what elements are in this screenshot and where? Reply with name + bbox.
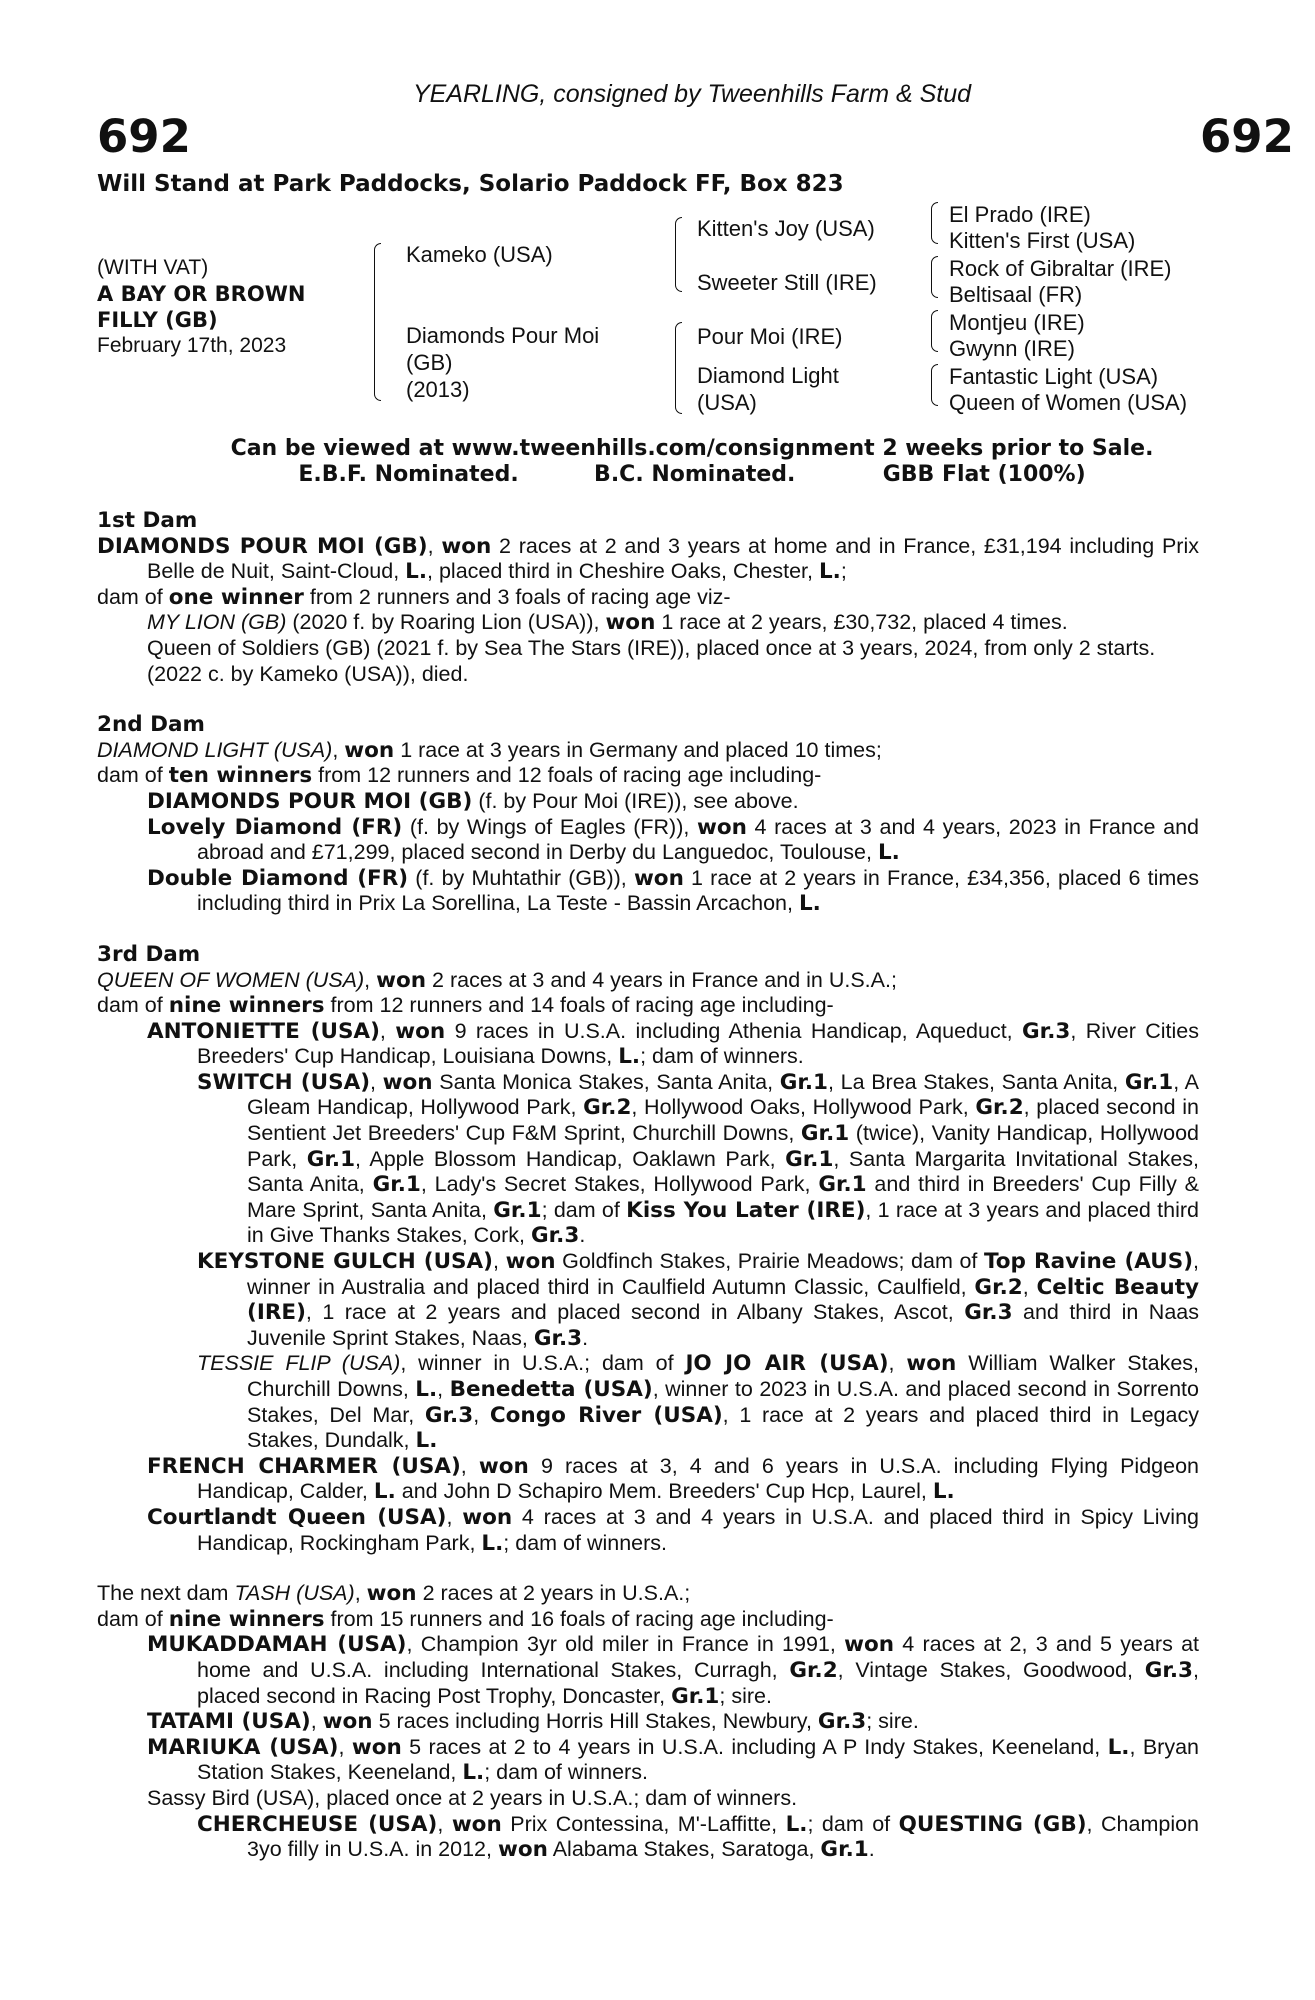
dam3-line-3: SWITCH (USA), won Santa Monica Stakes, Santa Anita, Gr.1, La Brea Stakes, Santa Anita, Gr.1, A Gleam Handicap, Hollywood Park, Gr.2, Hollywood Oaks, Hollywood Park, Gr.2, placed second in Sentient Jet Breeders' Cup F&M Sprint, Churchill Downs, Gr.1 (twice), Vanity Handicap, Hollywood Park, Gr.1, Apple Blossom Handicap, Oaklawn Park, Gr.1, Santa Margarita Invitational Stakes, Santa Anita, Gr.1, Lady's Secret Stakes, Hollywood Park, Gr.1 and third in Breeders' Cup Filly & Mare Sprint, Santa Anita, Gr.1; dam of Kiss You Later (IRE), 1 race at 3 years and placed third in Give Thanks Stakes, Cork, Gr.3.	[197, 1069, 1200, 1249]
next-dam-line-6: CHERCHEUSE (USA), won Prix Contessina, M'-Laffitte, L.; dam of QUESTING (GB), Champion 3yo filly in U.S.A. in 2012, won Alabama Stakes, Saratoga, Gr.1.	[197, 1811, 1200, 1863]
produce-record	[97, 508, 1199, 1863]
lot-number-right: 692	[1200, 110, 1294, 163]
pedigree-dam-sire: Pour Moi (IRE)	[697, 324, 843, 349]
pedigree-dsd: Gwynn (IRE)	[949, 336, 1075, 361]
pedigree-dam-l3: (2013)	[406, 377, 470, 402]
dam3-line-1: dam of nine winners from 12 runners and 14 foals of racing age including-	[97, 993, 834, 1019]
horse-name-line2: FILLY (GB)	[97, 308, 218, 332]
dam3-line-5: TESSIE FLIP (USA), winner in U.S.A.; dam of JO JO AIR (USA), won William Walker Stakes, Churchill Downs, L., Benedetta (USA), winner to 2023 in U.S.A. and placed second in Sorrento Stakes, Del Mar, Gr.3, Congo River (USA), 1 race at 2 years and placed third in Legacy Stakes, Dundalk, L.	[197, 1351, 1199, 1454]
dam1-line-0: DIAMONDS POUR MOI (GB), won 2 races at 2 and 3 years at home and in France, £31,194 including Prix Belle de Nuit, Saint-Cloud, L., placed third in Cheshire Oaks, Chester, L.;	[97, 533, 1199, 585]
dam2-line-1: dam of ten winners from 12 runners and 12 foals of racing age including-	[97, 763, 822, 789]
pedigree-ddd: Queen of Women (USA)	[949, 390, 1188, 415]
dam2-line-2: DIAMONDS POUR MOI (GB) (f. by Pour Moi (IRE)), see above.	[147, 788, 799, 814]
dam3-heading: 3rd Dam	[97, 941, 201, 967]
pedigree-sss: El Prado (IRE)	[949, 202, 1091, 227]
gbb-flat: GBB Flat (100%)	[882, 462, 1086, 487]
bc-nominated: B.C. Nominated.	[594, 462, 796, 487]
pedigree-brace-gen1	[374, 243, 381, 401]
dam3-line-4: KEYSTONE GULCH (USA), won Goldfinch Stakes, Prairie Meadows; dam of Top Ravine (AUS), winner in Australia and placed third in Caulfield Autumn Classic, Caulfield, Gr.2, Celtic Beauty (IRE), 1 race at 2 years and placed second in Albany Stakes, Ascot, Gr.3 and third in Naas Juvenile Sprint Stakes, Naas, Gr.3.	[197, 1249, 1200, 1351]
vat-note: (WITH VAT)	[97, 256, 209, 279]
next-dam-line-3: TATAMI (USA), won 5 races including Horris Hill Stakes, Newbury, Gr.3; sire.	[147, 1709, 919, 1735]
next-dam-line-1: dam of nine winners from 15 runners and 16 foals of racing age including-	[97, 1606, 834, 1632]
lot-number-left: 692	[97, 110, 191, 163]
pedigree-dds: Fantastic Light (USA)	[949, 364, 1159, 389]
pedigree-sire: Kameko (USA)	[406, 242, 553, 267]
horse-name-line1: A BAY OR BROWN	[97, 282, 306, 306]
nominations-line	[97, 462, 1287, 487]
dam3-line-6: FRENCH CHARMER (USA), won 9 races at 3, 4 and 6 years in U.S.A. including Flying Pidgeon Handicap, Calder, L. and John D Schapiro Mem. Breeders' Cup Hcp, Laurel, L.	[147, 1453, 1199, 1505]
dam1-line-2: MY LION (GB) (2020 f. by Roaring Lion (USA)), won 1 race at 2 years, £30,732, placed 4 times.	[147, 610, 1068, 636]
pedigree-dam-dam-l1: Diamond Light	[697, 363, 839, 388]
dam2-line-3: Lovely Diamond (FR) (f. by Wings of Eagles (FR)), won 4 races at 3 and 4 years, 2023 in France and abroad and £71,299, placed second in Derby du Languedoc, Toulouse, L.	[147, 814, 1199, 866]
pedigree-dam-l2: (GB)	[406, 350, 453, 375]
stand-location: Will Stand at Park Paddocks, Solario Paddock FF, Box 823	[97, 171, 844, 197]
dam1-line-1: dam of one winner from 2 runners and 3 foals of racing age viz-	[97, 584, 731, 610]
dam3-line-0: QUEEN OF WOMEN (USA), won 2 races at 3 and 4 years in France and in U.S.A.;	[97, 967, 897, 993]
pedigree-brace-sire	[675, 217, 682, 292]
viewing-note: Can be viewed at www.tweenhills.com/consignment 2 weeks prior to Sale.	[230, 436, 1154, 461]
dam2-heading: 2nd Dam	[97, 712, 205, 738]
pedigree-dss: Montjeu (IRE)	[949, 310, 1085, 335]
dam1-heading: 1st Dam	[97, 508, 198, 533]
dam2-line-4: Double Diamond (FR) (f. by Muhtathir (GB)), won 1 race at 2 years in France, £34,356, placed 6 times including third in Prix La Sorellina, La Teste - Bassin Arcachon, L.	[147, 865, 1199, 917]
pedigree-sdd: Beltisaal (FR)	[949, 282, 1083, 307]
pedigree-brace-dd	[931, 364, 938, 406]
next-dam-line-4: MARIUKA (USA), won 5 races at 2 to 4 years in U.S.A. including A P Indy Stakes, Keeneland, L., Bryan Station Stakes, Keeneland, L.; dam of winners.	[147, 1734, 1199, 1786]
next-dam-line-0: The next dam TASH (USA), won 2 races at 2 years in U.S.A.;	[97, 1581, 691, 1607]
pedigree-brace-sd	[931, 256, 938, 298]
pedigree-dam-dam-l2: (USA)	[697, 390, 757, 415]
pedigree-dam-l1: Diamonds Pour Moi	[406, 323, 600, 348]
dam3-line-2: ANTONIETTE (USA), won 9 races in U.S.A. including Athenia Handicap, Aqueduct, Gr.3, River Cities Breeders' Cup Handicap, Louisiana Downs, L.; dam of winners.	[147, 1018, 1199, 1070]
next-dam-line-2: MUKADDAMAH (USA), Champion 3yr old miler in France in 1991, won 4 races at 2, 3 and 5 years at home and U.S.A. including International Stakes, Curragh, Gr.2, Vintage Stakes, Goodwood, Gr.3, placed second in Racing Post Trophy, Doncaster, Gr.1; sire.	[147, 1632, 1200, 1709]
foaling-date: February 17th, 2023	[97, 334, 287, 357]
pedigree-brace-dam	[675, 322, 682, 414]
next-dam-line-5: Sassy Bird (USA), placed once at 2 years in U.S.A.; dam of winners.	[147, 1785, 798, 1810]
dam1-line-3: Queen of Soldiers (GB) (2021 f. by Sea The Stars (IRE)), placed once at 3 years, 2024, from only 2 starts.	[147, 635, 1156, 660]
pedigree-ssd: Kitten's First (USA)	[949, 228, 1136, 253]
pedigree-brace-ss	[931, 202, 938, 244]
consignment-line: YEARLING, consigned by Tweenhills Farm & Stud	[412, 80, 972, 108]
pedigree-sire-sire: Kitten's Joy (USA)	[697, 216, 875, 241]
ebf-nominated: E.B.F. Nominated.	[298, 462, 519, 487]
dam1-line-4: (2022 c. by Kameko (USA)), died.	[147, 661, 469, 686]
dam2-line-0: DIAMOND LIGHT (USA), won 1 race at 3 years in Germany and placed 10 times;	[97, 737, 882, 763]
dam3-line-7: Courtlandt Queen (USA), won 4 races at 3 and 4 years in U.S.A. and placed third in Spicy Living Handicap, Rockingham Park, L.; dam of winners.	[147, 1504, 1199, 1556]
pedigree-brace-ds	[931, 310, 938, 352]
pedigree-sire-dam: Sweeter Still (IRE)	[697, 270, 877, 295]
pedigree-sds: Rock of Gibraltar (IRE)	[949, 256, 1172, 281]
